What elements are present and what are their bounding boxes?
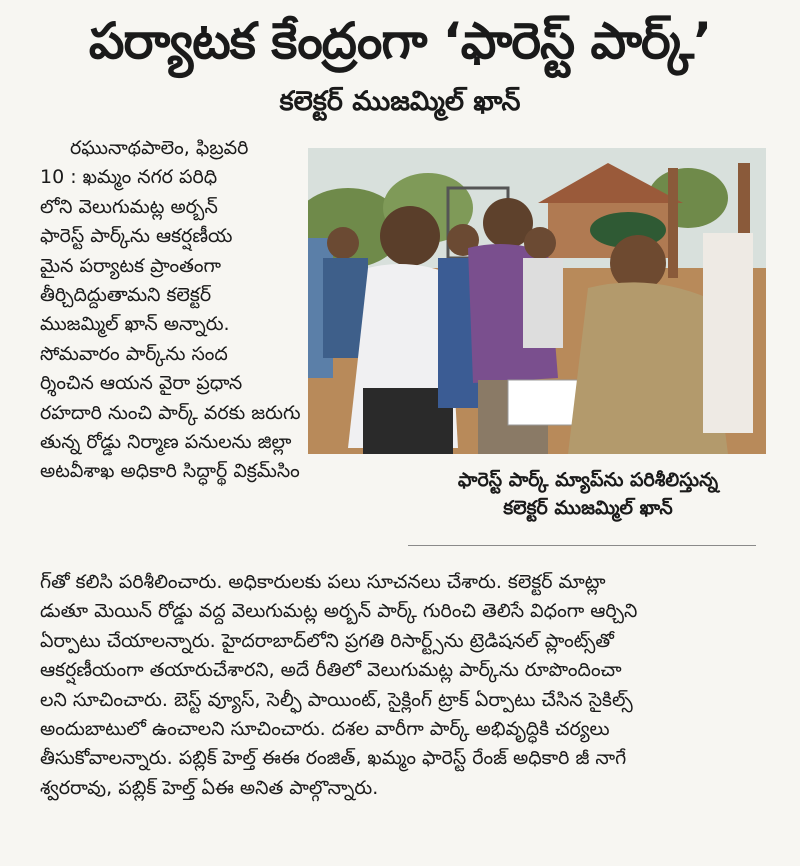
- caption-line: ఫారెస్ట్ పార్క్ మ్యాప్‌ను పరిశీలిస్తున్న: [457, 469, 719, 491]
- article-line: లని సూచించారు. బెస్ట్ వ్యూస్, సెల్ఫీ పాయింట్, సైక్లింగ్ ట్రాక్ ఏర్పాటు చేసిన సైకిల్స్: [40, 688, 633, 711]
- article-full-width: [40, 568, 785, 803]
- headline: పర్యాటక కేంద్రంగా ‘ఫారెస్ట్ పార్క్’: [88, 12, 712, 70]
- article-line: 10 : ఖమ్మం నగర పరిధి: [40, 166, 218, 189]
- article-line: సోమవారం పార్క్‌ను సంద: [40, 342, 228, 365]
- subheadline: కలెక్టర్ ముజమ్మిల్ ఖాన్: [279, 86, 521, 117]
- group-inspecting-map-photo: [308, 148, 766, 454]
- article-line: లోని వెలుగుమట్ల అర్బన్: [40, 195, 218, 218]
- article-line: మైన పర్యాటక ప్రాంతంగా: [40, 254, 222, 277]
- article-line: గ్‌తో కలిసి పరిశీలించారు. అధికారులకు పలు సూచనలు చేశారు. కలెక్టర్ మాట్లా: [40, 571, 606, 593]
- article-line: డుతూ మెయిన్ రోడ్డు వద్ద వెలుగుమట్ల అర్బన్ పార్క్ గురించి తెలిసే విధంగా ఆర్చిని: [40, 600, 638, 623]
- article-line: ముజమ్మిల్ ఖాన్ అన్నారు.: [40, 313, 230, 336]
- caption-line: కలెక్టర్ ముజమ్మిల్ ఖాన్: [503, 497, 673, 519]
- article-line: తున్న రోడ్డు నిర్మాణ పనులను జిల్లా: [40, 431, 292, 454]
- article-line: రఘునాథపాలెం, ఫిబ్రవరి: [70, 137, 249, 159]
- article-line: ఏర్పాటు చేయాలన్నారు. హైదరాబాద్‌లోని ప్రగతి రిసార్ట్స్‌ను ట్రెడిషనల్ ప్లాంట్స్‌తో: [40, 629, 614, 652]
- article-line: శ్వరరావు, పబ్లిక్ హెల్త్ ఏఈ అనిత పాల్గొన్నారు.: [40, 776, 379, 799]
- article-line: తీర్చిదిద్దుతామని కలెక్టర్: [40, 284, 212, 307]
- article-line: ఆకర్షణీయంగా తయారుచేశారని, అదే రీతిలో వెలుగుమట్ల పార్క్‌ను రూపొందించా: [40, 659, 622, 682]
- article-line: ఫారెస్ట్ పార్క్‌ను ఆకర్షణీయ: [40, 225, 233, 248]
- article-line: రహదారి నుంచి పార్క్ వరకు జరుగు: [40, 401, 301, 424]
- article-line: తీసుకోవాలన్నారు. పబ్లిక్ హెల్త్ ఈఈ రంజిత్, ఖమ్మం ఫారెస్ట్ రేంజ్ అధికారి జీ నాగే: [40, 747, 627, 770]
- article-line: ర్శించిన ఆయన వైరా ప్రధాన: [40, 372, 243, 395]
- article-line: అటవీశాఖ అధికారి సిద్ధార్థ్ విక్రమ్‌సిం: [40, 460, 300, 483]
- article-line: అందుబాటులో ఉంచాలని సూచించారు. దశల వారీగా పార్క్ అభివృద్ధికి చర్యలు: [40, 718, 610, 741]
- caption-divider: [408, 545, 756, 546]
- photo-caption: [408, 466, 768, 522]
